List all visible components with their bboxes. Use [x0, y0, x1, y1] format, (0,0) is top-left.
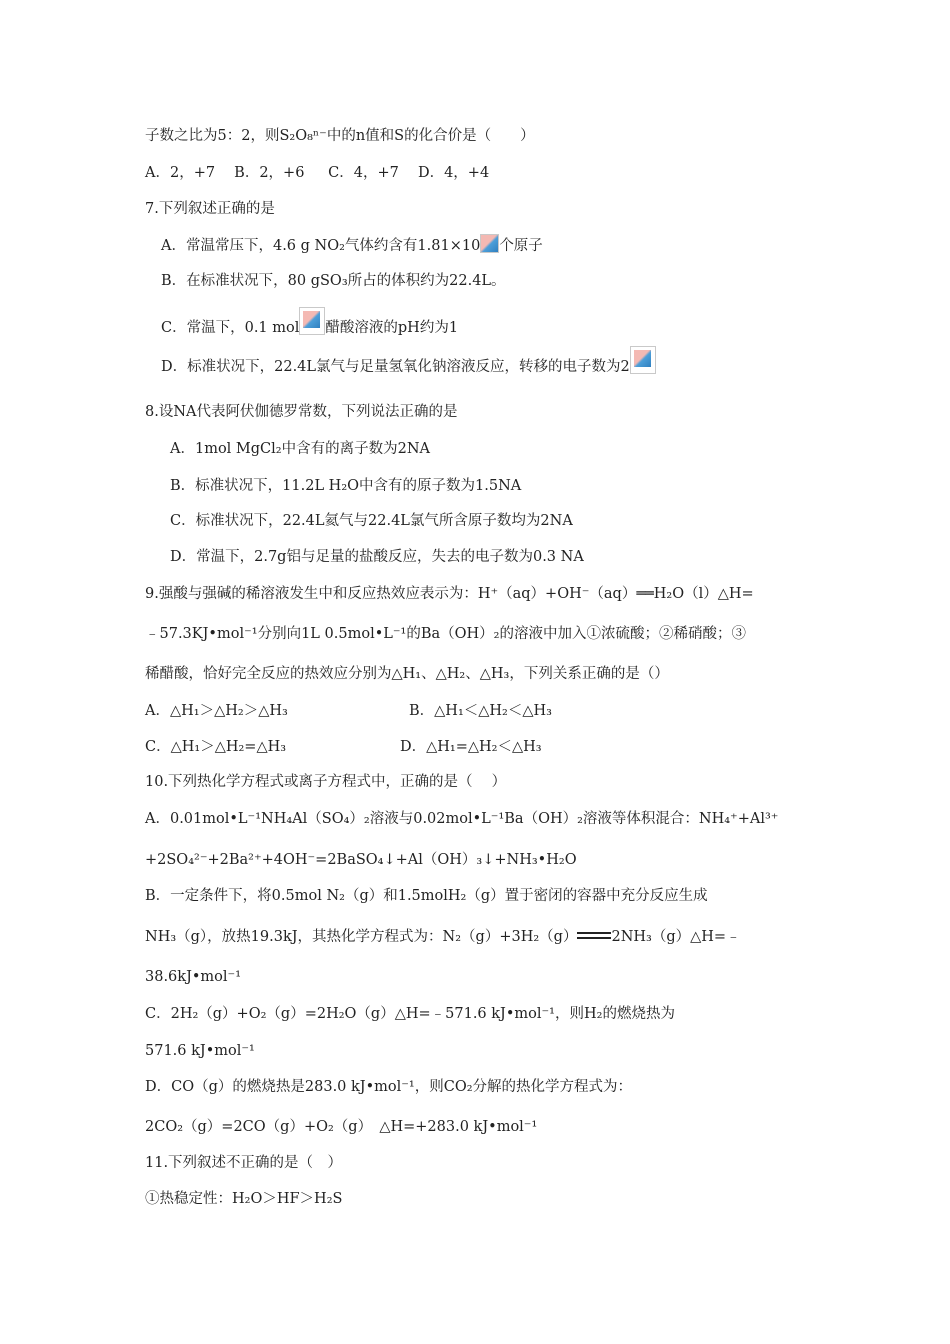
- q10-option-d-line-1: D．CO（g）的燃烧热是283.0 kJ•mol⁻¹，则CO₂分解的热化学方程式为：: [145, 1079, 633, 1095]
- q10-option-c-line-1: C．2H₂（g）+O₂（g）=2H₂O（g）△H=﹣571.6 kJ•mol⁻¹，则H₂的燃烧热为: [145, 1006, 675, 1022]
- q9-option-b: B．△H₁＜△H₂＜△H₃: [409, 703, 552, 719]
- q10-stem: 10.下列热化学方程式或离子方程式中，正确的是（ ）: [145, 774, 507, 790]
- q10-option-a-line-2: +2SO₄²⁻+2Ba²⁺+4OH⁻=2BaSO₄↓+Al（OH）₃↓+NH₃•H₂O: [145, 852, 577, 868]
- q7-option-a-tail: 个原子: [499, 238, 543, 254]
- q7-option-c: [161, 307, 458, 338]
- q10-option-b-line-3: 38.6kJ•mol⁻¹: [145, 969, 242, 985]
- q7-option-c-tail: 醋酸溶液的pH约为1: [325, 320, 459, 336]
- q8-option-d: D．常温下，2.7g铝与足量的盐酸反应，失去的电子数为0.3 NA: [170, 549, 584, 565]
- q7-stem: 7.下列叙述正确的是: [145, 201, 275, 217]
- q7-option-d-text: D．标准状况下，22.4L氯气与足量氢氧化钠溶液反应，转移的电子数为2: [161, 359, 630, 375]
- broken-image-icon: [299, 307, 325, 335]
- q7-option-d: [161, 346, 656, 377]
- q10-option-b-text: NH₃（g），放热19.3kJ，其热化学方程式为：N₂（g）+3H₂（g）: [145, 929, 578, 945]
- q6-options: A．2，+7 B．2，+6 C．4，+7 D．4，+4: [145, 165, 490, 181]
- q8-option-b: B．标准状况下，11.2L H₂O中含有的原子数为1.5NA: [170, 478, 522, 494]
- q9-line-3: 稀醋酸，恰好完全反应的热效应分别为△H₁、△H₂、△H₃，下列关系正确的是（）: [145, 666, 669, 682]
- q8-option-c: C．标准状况下，22.4L氦气与22.4L氯气所含原子数均为2NA: [170, 513, 573, 529]
- q9-option-c: C．△H₁＞△H₂=△H₃: [145, 739, 287, 755]
- q10-option-b-line-2: [145, 927, 741, 947]
- q10-option-c-line-2: 571.6 kJ•mol⁻¹: [145, 1043, 255, 1059]
- q11-item-1: ①热稳定性：H₂O＞HF＞H₂S: [145, 1191, 343, 1207]
- q10-option-d-line-2: 2CO₂（g）=2CO（g）+O₂（g） △H=+283.0 kJ•mol⁻¹: [145, 1119, 538, 1135]
- reversible-arrow-icon: [577, 930, 611, 940]
- broken-image-icon: [630, 346, 656, 374]
- q9-line-2: ﹣57.3KJ•mol⁻¹分别向1L 0.5mol•L⁻¹的Ba（OH）₂的溶液中加入①浓硫酸；②稀硝酸；③: [145, 626, 746, 642]
- q9-option-d: D．△H₁=△H₂＜△H₃: [400, 739, 542, 755]
- q7-option-c-text: C．常温下，0.1 mol: [161, 320, 300, 336]
- q6-stem-tail: 子数之比为5：2，则S₂O₈ⁿ⁻中的n值和S的化合价是（ ）: [145, 128, 535, 144]
- broken-image-icon: [480, 234, 499, 253]
- q10-option-a-line-1: A．0.01mol•L⁻¹NH₄Al（SO₄）₂溶液与0.02mol•L⁻¹Ba（OH）₂溶液等体积混合：NH₄⁺+Al³⁺: [145, 811, 779, 827]
- q7-option-b: B．在标准状况下，80 gSO₃所占的体积约为22.4L。: [161, 273, 506, 289]
- q10-option-b-tail: 2NH₃（g）△H=﹣: [611, 929, 741, 945]
- q8-option-a: A．1mol MgCl₂中含有的离子数为2NA: [170, 441, 430, 457]
- q7-option-a: [161, 234, 543, 256]
- q11-stem: 11.下列叙述不正确的是（ ）: [145, 1155, 343, 1171]
- q7-option-a-text: A．常温常压下，4.6 g NO₂气体约含有1.81×10: [161, 238, 481, 254]
- q8-stem: 8.设NA代表阿伏伽德罗常数，下列说法正确的是: [145, 404, 458, 420]
- q9-option-a: A．△H₁＞△H₂＞△H₃: [145, 703, 288, 719]
- q10-option-b-line-1: B．一定条件下，将0.5mol N₂（g）和1.5molH₂（g）置于密闭的容器中充分反应生成: [145, 888, 708, 904]
- q9-line-1: 9.强酸与强碱的稀溶液发生中和反应热效应表示为：H⁺（aq）+OH⁻（aq）══H₂O（l）△H=: [145, 586, 754, 602]
